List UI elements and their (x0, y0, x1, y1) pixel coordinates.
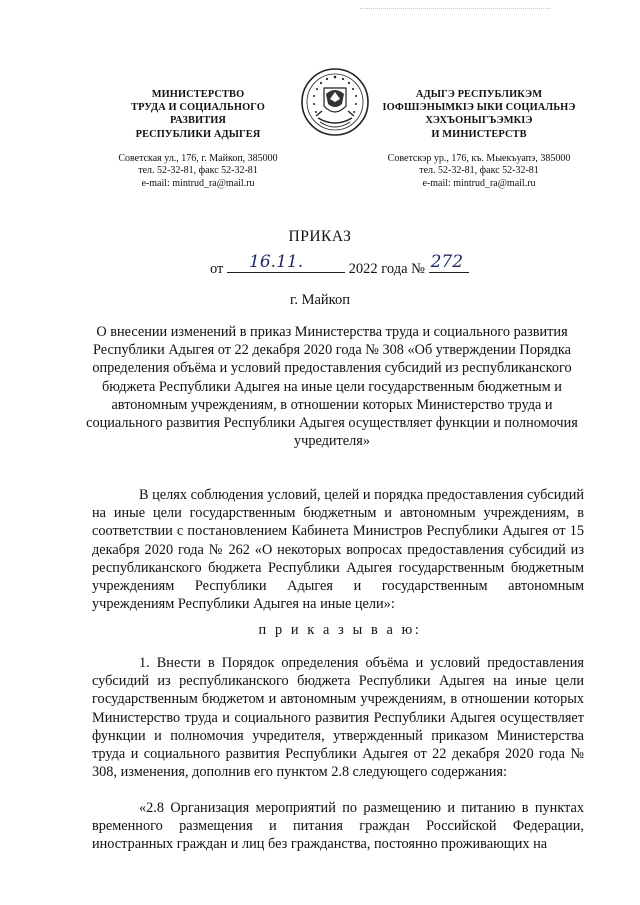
address: Советская ул., 176, г. Майкоп, 385000 (118, 152, 278, 164)
document-subject: О внесении изменений в приказ Министерства труда и социального развития Республики Адыгея от 22 декабря 2020 года № 308 «Об утверждении Порядка определения объёма и условий предоставления субсидий из республиканского бюджета Республики Адыгея на иные цели государственным бюджетным и автономным учреждениям, в отношении которых Министерство труда и социального развития Республики Адыгея осуществляет функции и полномочия учредителя» (86, 324, 578, 450)
org-line: РЕСПУБЛИКИ АДЫГЕЯ (135, 128, 261, 140)
date-blank (227, 252, 345, 273)
city: г. Майкоп (290, 292, 350, 308)
date-prefix: от (210, 261, 224, 277)
contacts-adyghe (366, 153, 592, 191)
number-blank (429, 252, 469, 273)
email: e-mail: mintrud_ra@mail.ru (141, 177, 255, 189)
phone: тел. 52-32-81, факс 52-32-81 (419, 165, 539, 177)
handwritten-number: 272 (430, 252, 464, 272)
item-1-quote-paragraph: «2.8 Организация мероприятий по размещению и питанию в пунктах временного размещения и питания граждан Российской Федерации, иностранных граждан и лиц без гражданства, постоянно проживающих на (92, 800, 584, 853)
document-title: ПРИКАЗ (288, 228, 352, 245)
org-line: IОФШIЭНЫМКIЭ ЫКИ СОЦИАЛЬНЭ (382, 102, 576, 114)
item-1-paragraph: 1. Внести в Порядок определения объёма и условий предоставления субсидий из республиканского бюджета Республики Адыгея на иные цели государственным бюджетом и автономным учреждениям, в отношении которых Министерство труда и социального развития Республики Адыгея осуществляет функции и полномочия учредителя, утвержденный приказом Министерства труда и социального развития Республики Адыгея от 22 декабря 2020 года № 308, изменения, дополнив его пунктом 2.8 следующего содержания: (92, 655, 584, 781)
org-line: ХЭХЪОНЫГЪЭМКIЭ (425, 115, 533, 127)
org-line: МИНИСТЕРСТВО (151, 89, 245, 100)
preamble-paragraph: В целях соблюдения условий, целей и порядка предоставления субсидий на иные цели государственным бюджетным и автономным учреждениям, в соответствии с постановлением Кабинета Министров Республики Адыгея от 15 декабря 2020 года № 262 «О некоторых вопросах предоставления субсидий из республиканского бюджета Республики Адыгея государственным бюджетным учреждениям Республики Адыгея и государственным автономным учреждениям Республики Адыгея на иные цели»: (92, 487, 584, 613)
org-line: РАЗВИТИЯ (169, 115, 227, 127)
adygea-coat-of-arms-icon (300, 66, 370, 138)
org-line: АДЫГЭ РЕСПУБЛИКЭМ (415, 89, 543, 100)
header-left-ministry (88, 88, 308, 190)
address: Советскэр ур., 176, къ. Мыекъуапэ, 385000 (387, 152, 571, 164)
org-name-russian (88, 88, 308, 141)
contacts-russian (88, 153, 308, 191)
handwritten-date: 16.11. (249, 252, 304, 272)
header-right-ministry (366, 88, 592, 190)
year-text: 2022 года № (348, 261, 425, 277)
order-word: п р и к а з ы в а ю: (258, 622, 422, 638)
org-name-adyghe (366, 88, 592, 141)
org-line: И МИНИСТЕРСТВ (431, 128, 527, 140)
date-number-line (210, 252, 469, 278)
scan-artifact (360, 8, 550, 13)
phone: тел. 52-32-81, факс 52-32-81 (138, 165, 258, 177)
email: e-mail: mintrud_ra@mail.ru (422, 177, 536, 189)
org-line: ТРУДА И СОЦИАЛЬНОГО (131, 102, 265, 114)
